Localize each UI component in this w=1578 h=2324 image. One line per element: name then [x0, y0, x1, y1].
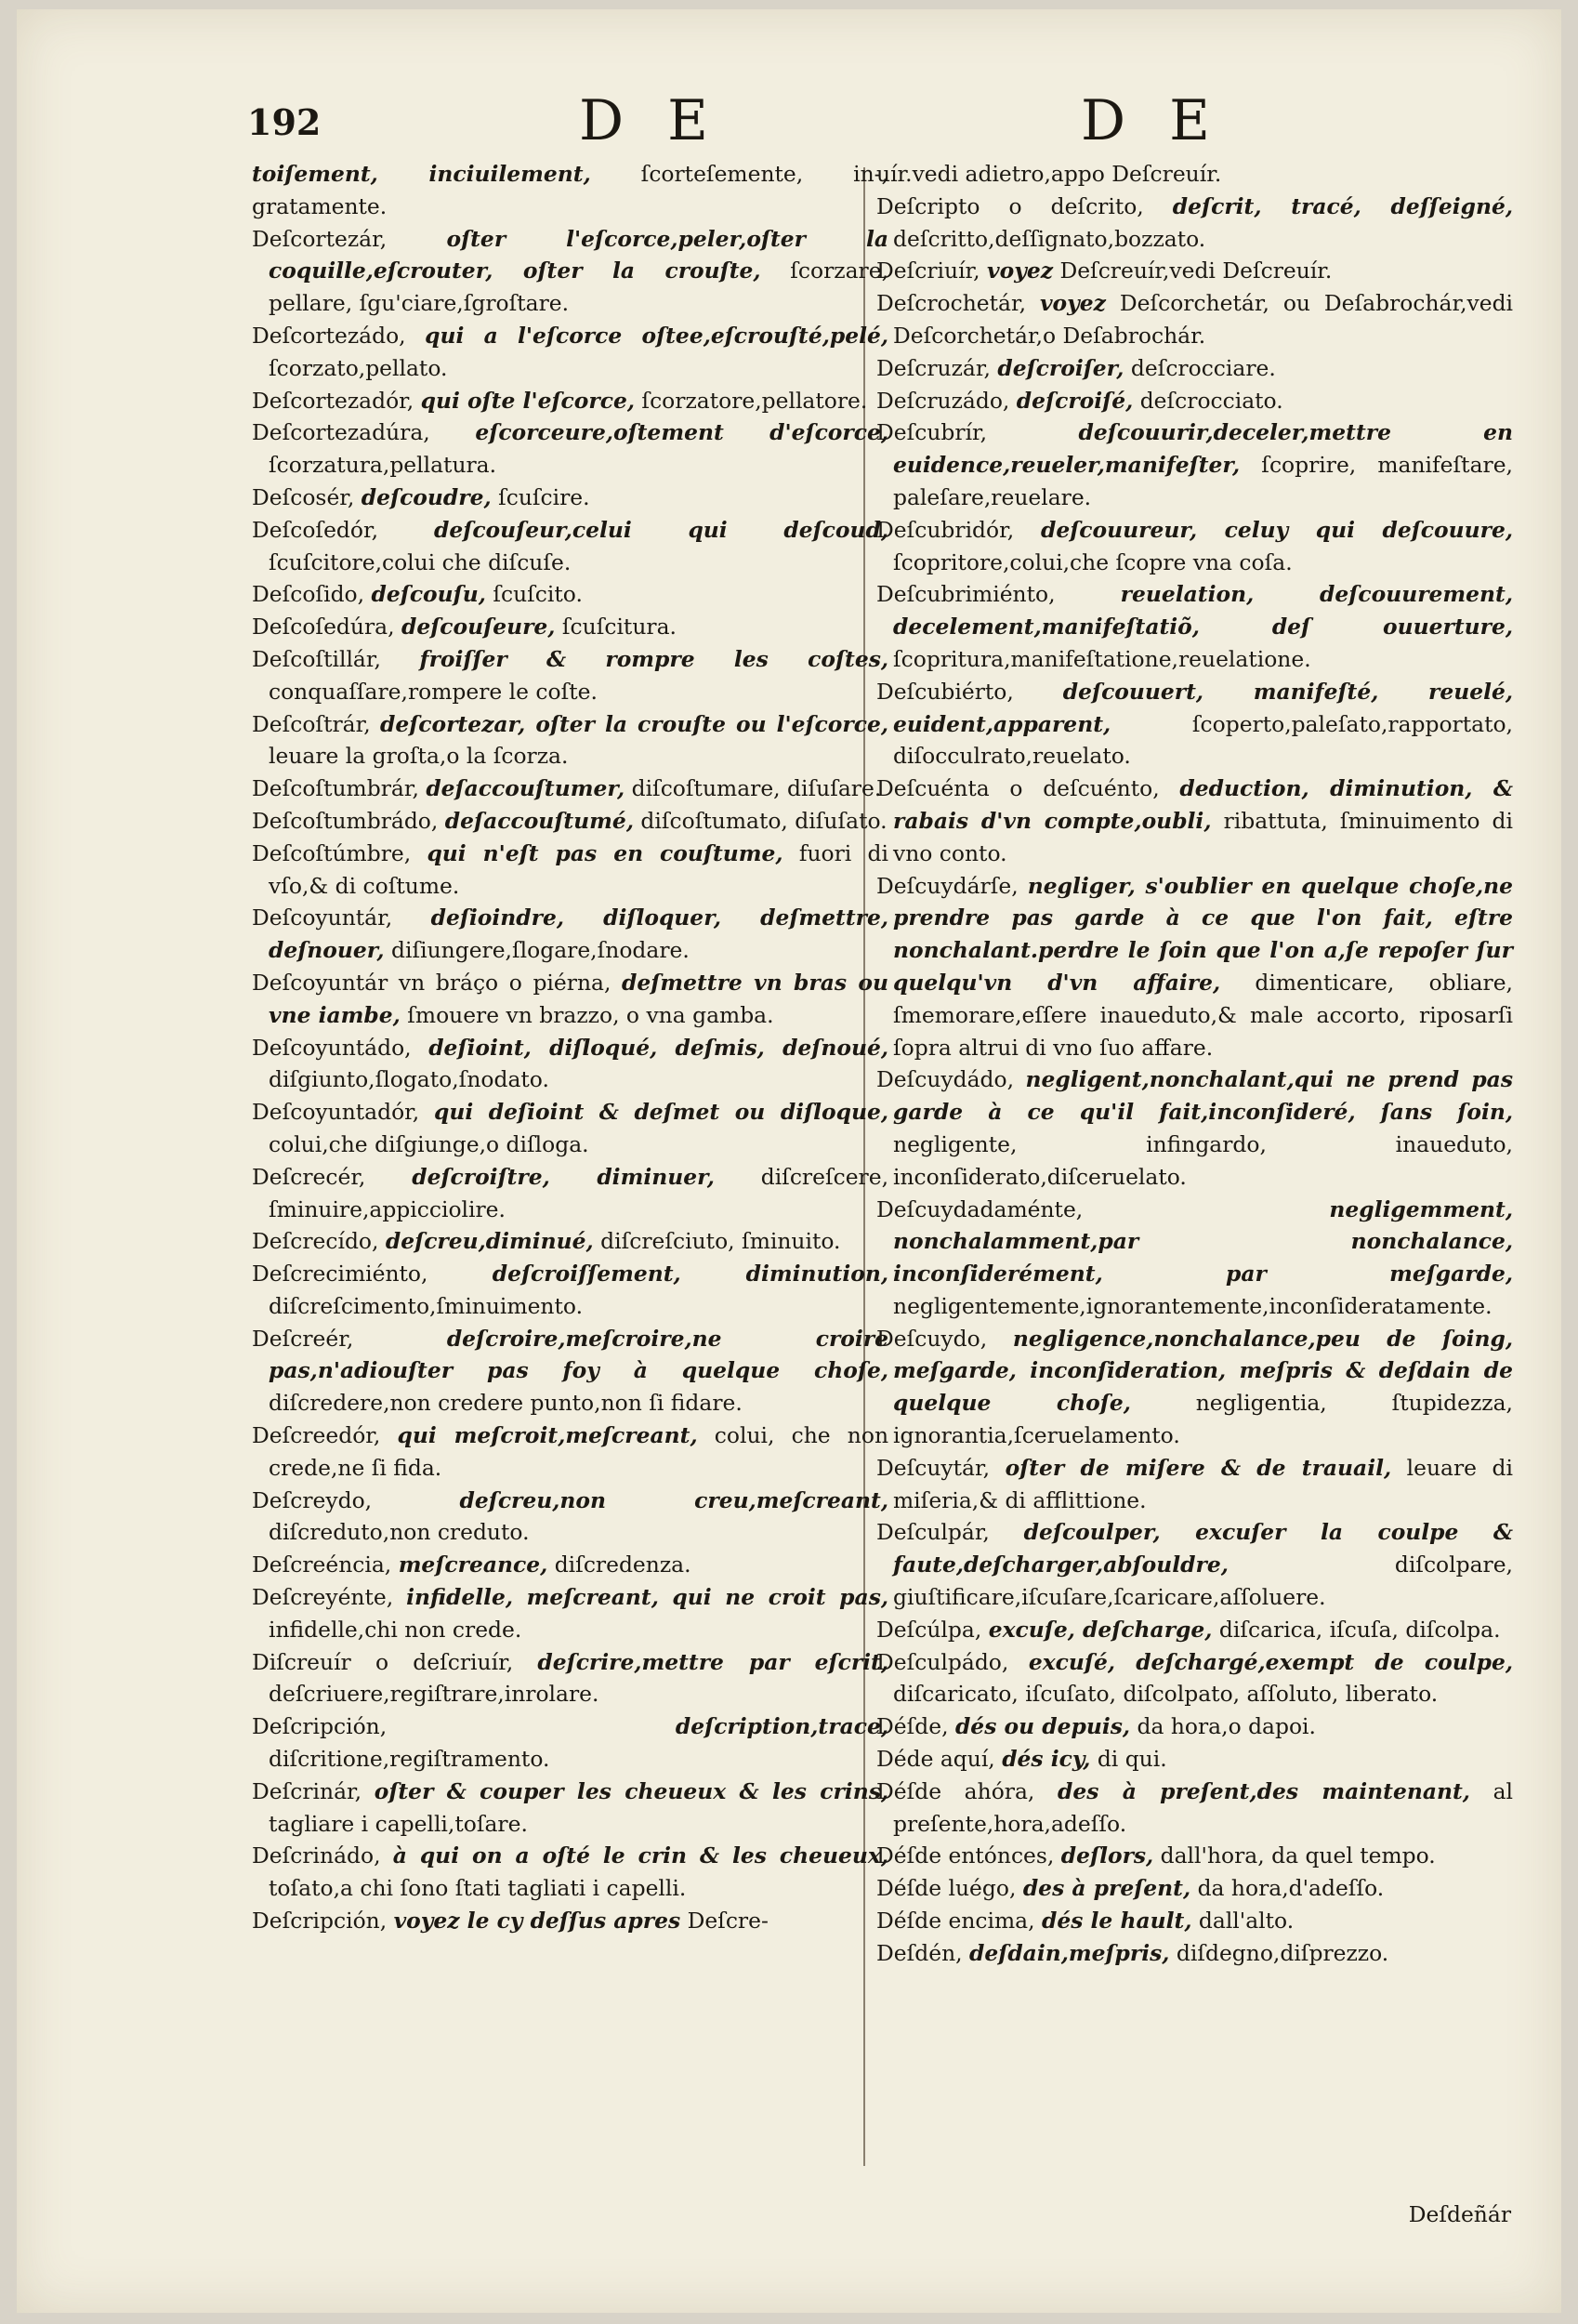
italian-gloss: infidelle,chi non crede. — [269, 1616, 522, 1643]
french-gloss: qui n'eſt pas en couſtume, — [427, 839, 783, 866]
dictionary-entry — [252, 1581, 888, 1646]
french-gloss: dés ou depuis, — [954, 1713, 1131, 1740]
dictionary-entry — [252, 320, 888, 385]
italian-gloss: ſcuſcire. — [498, 483, 590, 510]
headword: Deſculpár, — [876, 1519, 990, 1546]
dictionary-entry — [876, 1614, 1513, 1646]
italian-gloss: diſcredere,non credere punto,non ſi fidare. — [269, 1390, 743, 1417]
italian-gloss: ſcopritura,manifeſtatione,reuelatione. — [893, 645, 1311, 672]
dictionary-entry — [876, 1937, 1513, 1970]
headword: Deſcoſtillár, — [252, 645, 381, 672]
dictionary-entry — [876, 1840, 1513, 1872]
dictionary-entry — [252, 385, 888, 417]
french-gloss: oſter de miſere & de trauail, — [1005, 1454, 1392, 1481]
catchword: Deſdeñár — [1408, 2201, 1511, 2227]
italian-gloss: dimenticare, obliare, ſmemorare,eſſere inaueduto,& male accorto, riposarſi ſopra altrui di vno ſuo affare. — [893, 969, 1513, 1061]
french-gloss: reuelation, deſcouurement, decelement,manifeſtatiõ, deſ ouuerture, — [893, 581, 1513, 640]
headword: Deſcoſtrár, — [252, 710, 371, 737]
italian-gloss: deſcrocciare. — [1130, 354, 1276, 381]
dictionary-entry — [876, 1194, 1513, 1323]
headword: Deſcrochetár, — [876, 290, 1027, 317]
italian-gloss: colui,che diſgiunge,o diſloga. — [269, 1130, 589, 1157]
italian-gloss: deſcritto,deſſignato,bozzato. — [893, 225, 1206, 252]
headword: Deſcoyuntadór, — [252, 1099, 420, 1126]
headword: Deſcoſido, — [252, 581, 365, 608]
italian-gloss: diſcreſcere, ſminuire,appicciolire. — [269, 1163, 889, 1222]
headword: Deſcosér, — [252, 483, 355, 510]
dictionary-entry — [876, 287, 1513, 352]
headword: Deſcoſtumbrár, — [252, 775, 419, 802]
french-gloss: deſdain,meſpris, — [969, 1939, 1170, 1966]
dictionary-entry — [252, 1485, 888, 1550]
french-gloss: deſcouſeur,celui qui deſcoud, — [434, 516, 889, 543]
catchword-area — [876, 2199, 1513, 2231]
italian-gloss: diſcreſcimento,ſminuimento. — [269, 1292, 583, 1319]
headword: Deſcortezár, — [252, 225, 388, 252]
dictionary-entry — [876, 255, 1513, 287]
french-gloss: negligemment, nonchalamment,par nonchalance, inconſiderément, par meſgarde, — [893, 1195, 1513, 1287]
headword: Déde aquí, — [876, 1746, 995, 1773]
french-gloss: eſcorceure,oſtement d'eſcorce, — [475, 419, 888, 446]
dictionary-entry — [252, 1161, 888, 1226]
french-gloss: excuſé, deſchargé,exempt de coulpe, — [1028, 1648, 1513, 1675]
headword: Deſcuénta o deſcuénto, — [876, 775, 1160, 802]
headword: Déſde entónces, — [876, 1842, 1055, 1869]
dictionary-entry — [252, 1096, 888, 1161]
headword: Deſcoſedór, — [252, 516, 379, 543]
dictionary-entry — [876, 385, 1513, 417]
dictionary-entry — [876, 416, 1513, 513]
french-gloss: des à preſent, — [1022, 1875, 1191, 1902]
headword: Deſcreedór, — [252, 1422, 381, 1449]
french-gloss: deſcouurir,deceler,mettre en euidence,reueler,manifeſter, — [893, 419, 1514, 479]
french-gloss: deſcouſu, — [371, 581, 486, 608]
french-gloss: voyez — [987, 257, 1053, 284]
dictionary-entry — [252, 1710, 888, 1776]
italian-gloss: ſcorzato,pellato. — [269, 354, 448, 381]
dictionary-entry — [876, 1323, 1513, 1452]
italian-gloss: diſcredenza. — [554, 1552, 691, 1578]
dictionary-entry — [252, 1225, 888, 1258]
italian-gloss: ſcorzare, pellare, ſgu'ciare,ſgroſtare. — [269, 257, 889, 317]
headword: Déſde luégo, — [876, 1875, 1017, 1902]
dictionary-entry — [876, 578, 1513, 675]
french-gloss: deduction, diminution, & rabais d'vn compte,oubli, — [893, 775, 1513, 834]
french-gloss: à qui on a oſté le crin & les cheueux, — [392, 1842, 888, 1869]
italian-gloss: diſcoſtumare, diſuſare. — [631, 775, 882, 802]
italian-gloss: leuare la groſta,o la ſcorza. — [269, 743, 569, 770]
dictionary-entry — [252, 967, 888, 1032]
french-gloss: deſcroiſer, — [997, 354, 1124, 381]
headword: Deſdén, — [876, 1939, 963, 1966]
headword: Deſcrinádo, — [252, 1842, 381, 1869]
dictionary-entry — [252, 838, 888, 903]
french-gloss: deſcreu,diminué, — [385, 1228, 594, 1255]
headword: Deſcubrír, — [876, 419, 988, 446]
dictionary-entry — [876, 158, 1513, 191]
dictionary-entry — [252, 482, 888, 514]
italian-gloss: negligente, infingardo, inaueduto, inconſiderato,diſceruelato. — [893, 1130, 1513, 1190]
dictionary-entry — [876, 1516, 1513, 1613]
italian-gloss: uír.vedi adietro,appo Deſcreuír. — [876, 161, 1222, 187]
french-gloss: deſioint, diſloqué, deſmis, deſnoué, — [428, 1034, 889, 1061]
headword: Deſcubiérto, — [876, 678, 1014, 705]
headword: Deſcreyénte, — [252, 1584, 394, 1611]
italian-gloss: conquaſſare,rompere le coſte. — [269, 678, 598, 705]
french-gloss: deſcroire,meſcroire,ne croire pas,n'adiouſter pas foy à quelque choſe, — [269, 1325, 888, 1384]
italian-gloss: ſcorzatore,pellatore. — [641, 387, 868, 414]
italian-gloss: diſcaricato, iſcuſato, diſcolpato, aſſoluto, liberato. — [893, 1681, 1439, 1708]
french-gloss: dés icy, — [1002, 1746, 1091, 1773]
headword: Deſcreéncia, — [252, 1552, 392, 1578]
headword: Deſcoyuntár vn bráço o piérna, — [252, 969, 611, 996]
headword: Deſcubrimiénto, — [876, 581, 1056, 608]
italian-gloss: ſcuſcitura. — [561, 614, 677, 640]
headword: Deſcortezadór, — [252, 387, 414, 414]
headword: Deſcripción, — [252, 1908, 388, 1934]
french-gloss: qui deſioint & deſmet ou diſloque, — [434, 1099, 888, 1126]
italian-gloss: ſcuſcito. — [493, 581, 583, 608]
italian-gloss: dall'hora, da quel tempo. — [1160, 1842, 1436, 1869]
headword: Deſcrecimiénto, — [252, 1261, 428, 1287]
dictionary-entry — [252, 805, 888, 838]
headword: Déſde encima, — [876, 1908, 1035, 1934]
headword: Deſcrecér, — [252, 1163, 366, 1190]
french-gloss: negligence,nonchalance,peu de ſoing, meſgarde, inconſideration, meſpris & deſdain de quelque choſe, — [893, 1325, 1513, 1417]
headword: Déſde, — [876, 1713, 949, 1740]
headword: Deſcoſedúra, — [252, 614, 395, 640]
french-gloss: toiſement, inciuilement, — [252, 161, 591, 187]
headword: Deſculpádo, — [876, 1648, 1009, 1675]
headword: Deſcrinár, — [252, 1777, 362, 1804]
dictionary-entry — [252, 1776, 888, 1841]
dictionary-entry — [252, 514, 888, 579]
italian-gloss: tagliare i capelli,toſare. — [269, 1810, 528, 1837]
french-gloss: excuſe, deſcharge, — [988, 1616, 1213, 1643]
dictionary-entry — [252, 772, 888, 805]
french-gloss: qui a l'eſcorce oſtee,eſcrouſté,pelé, — [425, 322, 888, 349]
headword: Deſcubridór, — [876, 516, 1015, 543]
dictionary-entry — [252, 611, 888, 643]
french-gloss: deſcouſeure, — [401, 614, 556, 640]
headword: Deſcreydo, — [252, 1486, 373, 1513]
headword: Deſcortezadúra, — [252, 419, 430, 446]
french-gloss: deſcreu,non creu,meſcreant, — [459, 1486, 888, 1513]
italian-gloss: diſcolpare, giuſtificare,iſcuſare,ſcaricare,aſſoluere. — [893, 1552, 1513, 1611]
italian-gloss: diſiungere,ſlogare,ſnodare. — [391, 937, 690, 964]
dictionary-entry — [876, 1776, 1513, 1841]
french-gloss: deſcription,trace, — [675, 1713, 888, 1740]
dictionary-entry — [876, 1710, 1513, 1743]
french-gloss: des à preſent,des maintenant, — [1057, 1777, 1470, 1804]
french-gloss: dés le hault, — [1042, 1908, 1192, 1934]
italian-gloss: toſato,a chi ſono ſtati tagliati i capelli. — [269, 1875, 687, 1902]
italian-gloss: ſcopritore,colui,che ſcopre vna coſa. — [893, 548, 1293, 575]
french-gloss: deſcroiſſement, diminution, — [492, 1261, 888, 1287]
italian-gloss: Deſcorchetár, ou Deſabrochár,vedi Deſcorchetár,o Deſabrochár. — [893, 290, 1514, 349]
dictionary-entry — [876, 772, 1513, 869]
italian-gloss: ſcuſcitore,colui che diſcuſe. — [269, 548, 572, 575]
headword: Deſcuydádo, — [876, 1066, 1015, 1093]
dictionary-entry — [876, 676, 1513, 772]
italian-gloss: diſcreduto,non creduto. — [269, 1519, 530, 1546]
french-gloss: deſcrit, tracé, deſſeigné, — [1172, 192, 1514, 219]
italian-gloss: Deſcreuír,vedi Deſcreuír. — [1059, 257, 1333, 284]
italian-gloss: ſcoperto,paleſato,rapportato, diſocculrato,reuelato. — [893, 710, 1513, 770]
left-column — [252, 158, 888, 1937]
book-page — [17, 9, 1561, 2313]
dictionary-entry — [252, 1032, 888, 1097]
headword: Deſcreér, — [252, 1325, 354, 1352]
french-gloss: deſmettre vn bras ou vne iambe, — [269, 969, 888, 1028]
headword: Deſcuydárſe, — [876, 872, 1019, 899]
dictionary-entry — [876, 1905, 1513, 1937]
french-gloss: deſcrire,mettre par eſcrit, — [537, 1648, 889, 1675]
italian-gloss: colui, che non crede,ne ſi fida. — [269, 1422, 889, 1481]
italian-gloss: diſcarica, iſcuſa, diſcolpa. — [1218, 1616, 1501, 1643]
headword: Diſcreuír o deſcriuír, — [252, 1648, 514, 1675]
french-gloss: deſaccouſtumé, — [444, 807, 634, 834]
italian-gloss: ſcoprire, manifeſtare, paleſare,reuelare. — [893, 452, 1513, 510]
dictionary-entry — [876, 1743, 1513, 1776]
headword: Deſcruzár, — [876, 354, 991, 381]
italian-gloss: leuare di miſeria,& di afflittione. — [893, 1454, 1514, 1513]
dictionary-entry — [252, 416, 888, 482]
dictionary-entry — [252, 1258, 888, 1323]
french-gloss: negliger, s'oublier en quelque choſe,ne prendre pas garde à ce que l'on fait, eſtre nonchalant.perdre le ſoin que l'on a,ſe repoſer ſur quelqu'vn d'vn affaire, — [893, 872, 1513, 996]
french-gloss: meſcreance, — [398, 1552, 548, 1578]
dictionary-entry — [252, 1905, 888, 1937]
dictionary-entry — [876, 191, 1513, 256]
dictionary-entry — [876, 1452, 1513, 1517]
page-header — [17, 88, 1561, 153]
italian-gloss: ſmouere vn brazzo, o vna gamba. — [407, 1001, 774, 1028]
italian-gloss: diſcreſciuto, ſminuito. — [600, 1228, 841, 1255]
italian-gloss: diſdegno,diſprezzo. — [1176, 1939, 1389, 1966]
dictionary-entry — [876, 1872, 1513, 1905]
french-gloss: negligent,nonchalant,qui ne prend pas garde à ce qu'il fait,inconſideré, ſans ſoin, — [893, 1066, 1513, 1126]
headword: Deſcoſtumbrádo, — [252, 807, 439, 834]
italian-gloss: Deſcre- — [687, 1908, 769, 1934]
italian-gloss: fuori di vſo,& di coſtume. — [269, 839, 888, 899]
dictionary-entry — [876, 352, 1513, 385]
dictionary-entry — [252, 643, 888, 708]
italian-gloss: di qui. — [1097, 1746, 1167, 1773]
italian-gloss: da hora,o dapoi. — [1137, 1713, 1316, 1740]
italian-gloss: deſcriuere,regiſtrare,inrolare. — [269, 1681, 599, 1708]
dictionary-entry — [252, 1419, 888, 1485]
italian-gloss: ſcorteſemente, in-, gratamente. — [252, 161, 888, 219]
italian-gloss: dall'alto. — [1198, 1908, 1295, 1934]
dictionary-entry — [252, 902, 888, 967]
french-gloss: oſter & couper les cheueux & les crins, — [374, 1777, 889, 1804]
dictionary-entry — [876, 514, 1513, 579]
dictionary-entry — [876, 1063, 1513, 1193]
running-head-right: D E — [1081, 88, 1223, 153]
french-gloss: deſcortezar, oſter la crouſte ou l'eſcorce, — [379, 710, 888, 737]
headword: Deſcúlpa, — [876, 1616, 982, 1643]
italian-gloss: diſgiunto,ſlogato,ſnodato. — [269, 1066, 549, 1093]
running-head-left: D E — [579, 88, 721, 153]
dictionary-entry — [252, 1646, 888, 1711]
french-gloss: deſioindre, diſloquer, deſmettre, deſnouer, — [269, 905, 889, 964]
dictionary-entry — [252, 1323, 888, 1419]
dictionary-entry — [252, 158, 888, 223]
dictionary-entry — [876, 1646, 1513, 1711]
french-gloss: deſcoulper, excuſer la coulpe & faute,deſcharger,abſouldre, — [893, 1519, 1513, 1578]
italian-gloss: diſcritione,regiſtramento. — [269, 1746, 550, 1773]
dictionary-entry — [252, 708, 888, 773]
dictionary-entry — [252, 578, 888, 611]
italian-gloss: diſcoſtumato, diſuſato. — [640, 807, 888, 834]
right-column — [876, 158, 1513, 1970]
french-gloss: froiſſer & rompre les coſtes, — [419, 645, 889, 672]
dictionary-entry — [252, 1549, 888, 1581]
italian-gloss: negligentemente,ignorantemente,inconſideratamente. — [893, 1292, 1493, 1319]
headword: Deſcruzádo, — [876, 387, 1010, 414]
french-gloss: qui oſte l'eſcorce, — [420, 387, 635, 414]
french-gloss: qui meſcroit,meſcreant, — [397, 1422, 698, 1449]
headword: Deſcripto o deſcrito, — [876, 192, 1144, 219]
headword: Déſde ahóra, — [876, 1777, 1035, 1804]
french-gloss: deſcroiſtre, diminuer, — [412, 1163, 715, 1190]
headword: Deſcuytár, — [876, 1454, 991, 1481]
headword: Deſcrecído, — [252, 1228, 379, 1255]
italian-gloss: negligentia, ſtupidezza, ignorantia,ſceruelamento. — [893, 1390, 1513, 1449]
headword: Deſcuydadaménte, — [876, 1195, 1084, 1222]
french-gloss: deſcroiſé, — [1016, 387, 1134, 414]
folio-number: 192 — [247, 101, 322, 143]
headword: Deſcoſtúmbre, — [252, 839, 412, 866]
french-gloss: deſcouuert, manifeſté, reuelé, euident,apparent, — [893, 678, 1513, 737]
french-gloss: deſcouureur, celuy qui deſcouure, — [1040, 516, 1514, 543]
dictionary-entry — [876, 870, 1513, 1064]
headword: Deſcripción, — [252, 1713, 388, 1740]
french-gloss: deſlors, — [1060, 1842, 1154, 1869]
italian-gloss: deſcrocciato. — [1139, 387, 1283, 414]
french-gloss: oſter l'eſcorce,peler,oſter la coquille,eſcrouter, oſter la crouſte, — [269, 225, 889, 284]
dictionary-entry — [252, 1840, 888, 1905]
headword: Deſcriuír, — [876, 257, 980, 284]
headword: Deſcoyuntádo, — [252, 1034, 412, 1061]
italian-gloss: da hora,d'adeſſo. — [1197, 1875, 1385, 1902]
french-gloss: infidelle, meſcreant, qui ne croit pas, — [406, 1584, 889, 1611]
french-gloss: voyez le cy deſſus apres — [393, 1908, 681, 1934]
french-gloss: deſcoudre, — [361, 483, 492, 510]
headword: Deſcortezádo, — [252, 322, 406, 349]
french-gloss: deſaccouſtumer, — [426, 775, 625, 802]
dictionary-entry — [252, 223, 888, 320]
headword: Deſcoyuntár, — [252, 905, 393, 931]
italian-gloss: ribattuta, ſminuimento di vno conto. — [893, 807, 1514, 866]
french-gloss: voyez — [1039, 290, 1106, 317]
headword: Deſcuydo, — [876, 1325, 988, 1352]
italian-gloss: ſcorzatura,pellatura. — [269, 452, 497, 479]
italian-gloss: al preſente,hora,adeſſo. — [893, 1777, 1514, 1837]
